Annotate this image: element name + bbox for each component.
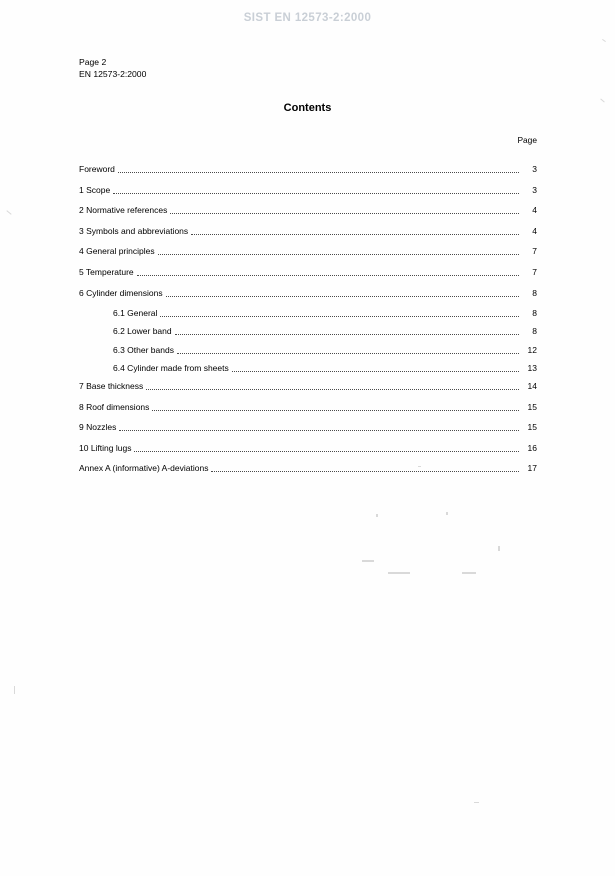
toc-entry[interactable] bbox=[79, 363, 537, 374]
scan-speck bbox=[602, 39, 606, 42]
toc-entry-label: 2 Normative references bbox=[79, 205, 168, 216]
toc-entry[interactable] bbox=[79, 267, 537, 278]
toc-leader-dots bbox=[113, 184, 519, 194]
toc-entry-label: 5 Temperature bbox=[79, 266, 134, 277]
toc-entry[interactable] bbox=[79, 422, 537, 433]
toc-entry-label: Annex A (informative) A-deviations bbox=[79, 463, 209, 474]
toc-leader-dots bbox=[137, 266, 519, 276]
toc-entry-label: 6.4 Cylinder made from sheets bbox=[113, 362, 229, 373]
toc-leader-dots bbox=[166, 287, 519, 297]
toc-entry-label: 1 Scope bbox=[79, 184, 111, 195]
scan-speck bbox=[462, 572, 476, 574]
scan-speck bbox=[14, 686, 15, 694]
toc-entry-label: 6.3 Other bands bbox=[113, 344, 174, 355]
toc-entry[interactable] bbox=[79, 288, 537, 299]
toc-entry-label: 9 Nozzles bbox=[79, 422, 117, 433]
scan-speck bbox=[446, 512, 448, 515]
toc-entry[interactable] bbox=[79, 345, 537, 356]
toc-entry-page: 17 bbox=[527, 463, 537, 474]
toc-leader-dots bbox=[175, 325, 519, 335]
toc-entry[interactable] bbox=[79, 402, 537, 413]
toc-leader-dots bbox=[134, 442, 519, 452]
toc-entry[interactable] bbox=[79, 443, 537, 454]
scan-speck bbox=[498, 546, 500, 551]
toc-leader-dots bbox=[211, 462, 519, 472]
page-column-header: Page bbox=[517, 135, 537, 145]
toc-entry-label: 6.1 General bbox=[113, 308, 158, 319]
toc-entry[interactable] bbox=[79, 205, 537, 216]
page-title: Contents bbox=[283, 102, 332, 114]
toc-entry-page: 3 bbox=[532, 184, 537, 195]
scan-speck bbox=[6, 210, 11, 215]
toc-entry-page: 15 bbox=[527, 401, 537, 412]
toc-entry-label: 6 Cylinder dimensions bbox=[79, 287, 163, 298]
watermark-text: SIST EN 12573-2:2000 bbox=[243, 12, 372, 24]
toc-entry[interactable] bbox=[79, 226, 537, 237]
toc-leader-dots bbox=[119, 421, 519, 431]
scan-speck bbox=[474, 802, 479, 803]
toc-entry[interactable] bbox=[79, 326, 537, 337]
toc-entry[interactable] bbox=[79, 185, 537, 196]
toc-entry[interactable] bbox=[79, 463, 537, 474]
toc-leader-dots bbox=[191, 225, 519, 235]
toc-entry-page: 4 bbox=[532, 205, 537, 216]
toc-entry-page: 15 bbox=[527, 422, 537, 433]
toc-entry-page: 3 bbox=[532, 164, 537, 174]
scan-speck bbox=[388, 572, 410, 574]
toc-entry-page: 7 bbox=[532, 246, 537, 257]
toc-entry-page: 16 bbox=[527, 442, 537, 453]
toc-entry-label: 3 Symbols and abbreviations bbox=[79, 225, 189, 236]
header-page-number: Page 2 bbox=[79, 57, 107, 67]
toc-entry[interactable] bbox=[79, 308, 537, 319]
toc-leader-dots bbox=[118, 163, 519, 173]
toc-entry[interactable] bbox=[79, 381, 537, 392]
toc-entry[interactable] bbox=[79, 164, 537, 175]
toc-entry-label: 10 Lifting lugs bbox=[79, 442, 132, 453]
toc-entry-page: 14 bbox=[527, 380, 537, 391]
toc-leader-dots bbox=[170, 204, 519, 214]
toc-entry-label: 4 General principles bbox=[79, 246, 155, 257]
toc-entry-page: 4 bbox=[532, 225, 537, 236]
scan-speck bbox=[418, 466, 421, 467]
header-standard-id: EN 12573-2:2000 bbox=[79, 68, 147, 79]
toc-leader-dots bbox=[232, 362, 519, 372]
toc-entry-page: 8 bbox=[532, 326, 537, 337]
toc-entry-label: Foreword bbox=[79, 164, 115, 174]
scan-speck bbox=[376, 514, 378, 517]
page-header bbox=[79, 57, 146, 80]
toc-leader-dots bbox=[158, 245, 519, 255]
toc-entry-label: 7 Base thickness bbox=[79, 380, 144, 391]
scan-speck bbox=[362, 560, 374, 562]
toc-entry-page: 8 bbox=[532, 287, 537, 298]
toc-entry-page: 7 bbox=[532, 266, 537, 277]
toc-leader-dots bbox=[160, 307, 519, 317]
toc-leader-dots bbox=[152, 401, 519, 411]
toc-entry-label: 8 Roof dimensions bbox=[79, 401, 150, 412]
toc-entry-page: 12 bbox=[527, 344, 537, 355]
toc-entry-page: 8 bbox=[532, 308, 537, 319]
table-of-contents bbox=[79, 164, 537, 484]
toc-entry[interactable] bbox=[79, 246, 537, 257]
toc-leader-dots bbox=[146, 380, 519, 390]
toc-leader-dots bbox=[177, 344, 519, 354]
toc-entry-label: 6.2 Lower band bbox=[113, 326, 172, 337]
toc-entry-page: 13 bbox=[527, 362, 537, 373]
